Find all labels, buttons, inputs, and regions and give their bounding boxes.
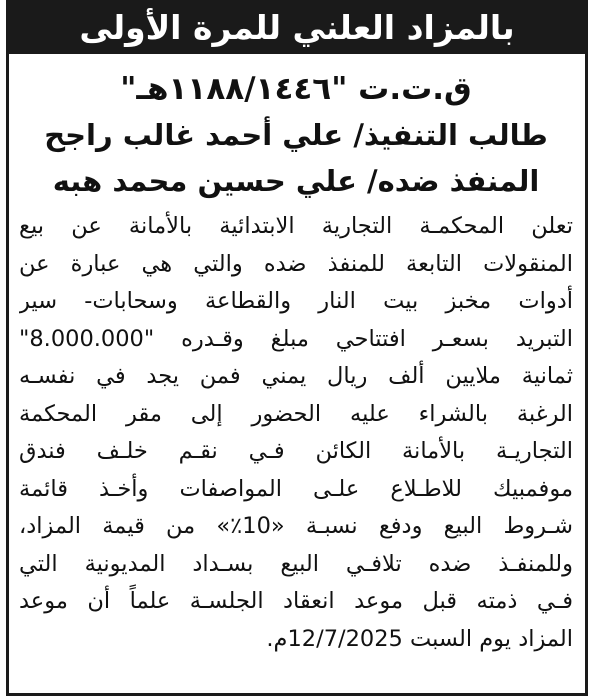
body-line: ثمانية ملايين ألف ريال يمني فمن يجد في نفسـه [19, 363, 573, 389]
case-number: ق.ت.ت "١١٨٨/١٤٤٦هـ" [120, 71, 472, 107]
body-line: فـي ذمته قبل موعد انعقاد الجلسـة علماً أن موعد [19, 588, 573, 614]
notice-frame [6, 54, 588, 696]
notice-body [19, 208, 573, 658]
body-line: التجاريـة بالأمانة الكائن فـي نقـم خلـف فندق [19, 438, 573, 464]
body-line: التبريد بسعـر افتتاحي مبلغ وقـدره "8.000.000" [19, 325, 573, 352]
body-line: أدوات مخبز بيت النار والقطاعة وسحابات- سير [19, 288, 573, 314]
header-bar [6, 0, 588, 54]
notice-title: بالمزاد العلني للمرة الأولى [79, 7, 515, 47]
body-line: تعلن المحكمـة التجارية الابتدائية بالأمانة عن بيع [19, 213, 573, 239]
body-line: المزاد يوم السبت 12/7/2025م. [266, 625, 573, 652]
body-line: وللمنفـذ ضده تلافـي البيع بسـداد المديونية التي [19, 550, 573, 577]
body-line: شـروط البيع ودفع نسبـة «10٪» من قيمة المزاد، [19, 513, 573, 539]
body-line: موفمبيك للاطـلاع علـى المواصفات وأخـذ قائمة [19, 475, 573, 502]
body-line: المنقولات التابعة للمنفذ ضده والتي هي عبارة عن [19, 250, 573, 277]
body-line: الرغبة بالشراء عليه الحضور إلى مقر المحكمة [19, 400, 573, 427]
execution-applicant: طالب التنفيذ/ علي أحمد غالب راجح [44, 118, 548, 152]
execution-respondent: المنفذ ضده/ علي حسين محمد هبه [52, 164, 540, 198]
